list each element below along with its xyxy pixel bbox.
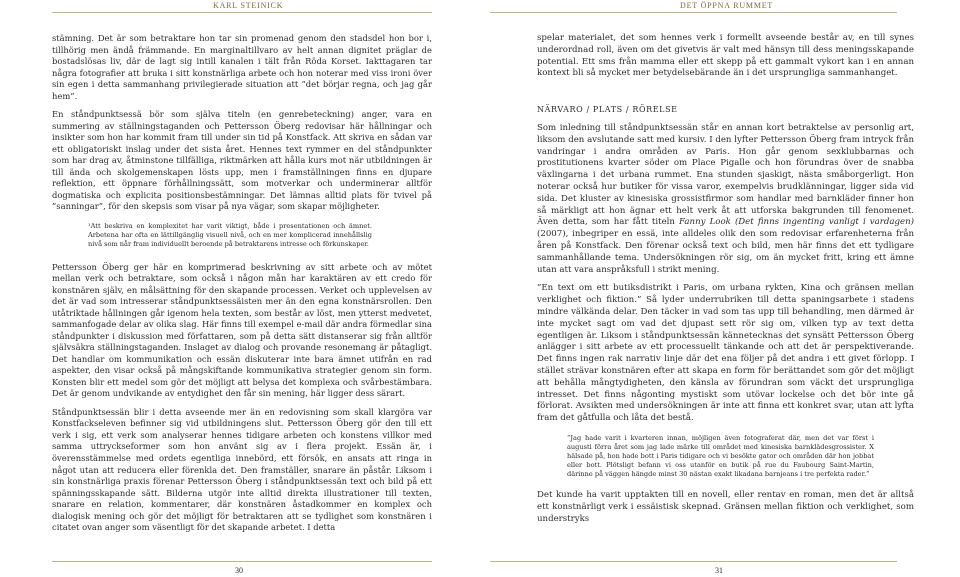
header-rule-left	[52, 12, 432, 13]
paragraph: Ståndpunktsessän blir i detta avseende mer än en redovisning som skall klargöra var Konstfackseleven befinner sig vid utbildningens slut. Pettersson Öberg gör den till ett verk i sig, ett verk som analyserar hennes tidigare arbeten och konstens villkor med samma uttryckseformer som hon använt sig av i flera projekt. Essän är, i överensstämmelse med ordets egentliga innebörd, ett försök, en ansats att ringa in något utan att reducera eller förenkla det. Den framställer, snarare än påstår. Liksom i sin konstnärliga praxis förenar Pettersson Öberg i ståndpunktsessän text och bild på ett spänningsskapande sätt. Bilderna utgör inte alltid direkta illustrationer till texten, snarare en relation, kommentarer, där konstnären åstadkommer en komplex och dialogisk mening och gör det möjligt för betraktaren att se tydlighet som konstnären i citatet ovan anger som väsentligt för det skapande arbetet. I detta	[52, 406, 432, 533]
footer-rule-right	[490, 561, 897, 562]
paragraph: stämning. Det är som betraktare hon tar sin promenad genom den stadsdel hon bor i, tillhörig men ändå främmande. En marginaltillvaro av helt annan dignitet präglar de bostadslösas liv, där de lagt sig intill kanalen i tält från Röda Korset. Iakttagaren tar några fotografier att bruka i sitt konstnärliga arbete och hon noterar med viss ironi över sin egen i detta sammanhang privilegierade situation att ”det börjar regna, och jag går hem”.	[52, 33, 432, 101]
paragraph: Pettersson Öberg ger här en komprimerad beskrivning av sitt arbete och av mötet mellan verk och betraktare, som också i någon mån har karaktären av ett credo för konstnären själv, en målsättning för den skapande processen. Verket och upplevelsen av det är vad som intresserar ståndpunktsessäisten mer än den egna konstnärsrollen. Den utåtriktade hållningen går igenom hela texten, som består av löst, men ytterst medvetet, sammanfogade delar av olika slag. Här finns till exempel e-mail där andra förmedlar sina ståndpunkter i diskussion med författaren, som på detta sätt distanserar sig från alltför självsäkra ställningstaganden. Inslaget av dialog och provande resonemang är påtagligt. Det handlar om kommunikation och essän diskuterar inte bara ämnet utifrån en rad aspekter, den visar också på mångskiftande kommunikativa strategier genom sin form. Konsten blir ett medel som gör det möjligt att belysa det komplexa och svårbestämbara. Det är genom undvikande av entydighet den får sin mening, här ligger dess särart.	[52, 261, 432, 399]
right-page	[480, 0, 960, 577]
left-text-column	[52, 33, 432, 541]
paragraph: ”En text om ett butiksdistrikt i Paris, om urbana rykten, Kina och gränsen mellan verklighet och fiktion.” Så lyder underrubriken till detta spaningsarbete i stadens mindre välkända delar. Den täcker in vad som tas upp till behandling, men därmed är inte mycket sagt om vad det djupast sett rör sig om, vilken typ av text detta egentligen är. Liksom i ståndpunktsessän kännetecknas det synsätt Pettersson Öberg anlägger i sitt arbete av ett processuellt tänkande och att det är perspektiverande. Det finns ingen rak narrativ linje där det ena följer på det andra i ett givet förlopp. I stället strävar konstnären efter att skapa en form för berättandet som gör det möjligt att behålla mångtydigheten, den känsla av förundran som väckt det ursprungliga intresset. Det finns någonting mystiskt som utövar lockelse och det bör inte gå förlorat. Avsikten med undersökningen är inte att finna ett konkret svar, utan att lyfta fram det gåtfulla och låta det bestå.	[537, 283, 914, 424]
paragraph	[537, 123, 914, 276]
header-rule-right	[490, 12, 897, 13]
paragraph: En ståndpunktsessä bör som själva titeln (en genrebeteckning) anger, vara en summering av ställningstaganden och Pettersson Öberg redovisar här hållningar och insikter som hon har kommit fram till under sin tid på Konstfack. Att skriva en sådan var ett obligatoriskt inslag under det sista året. Hennes text rymmer en del ståndpunkter som har drag av, åtminstone tillfälliga, riktmärken att hålla kurs mot när utbildningen är till ända och skolgemenskapen lösts upp, men i framställningen finns en djupare reflektion, ett öppnare förhållningssätt, som motverkar och underminerar alltför dogmatiska och explicita positionsbestämningar. Det lämnas alltid plats för tvivel på ”sanningar”, för den skepsis som visar på nya vägar, som skapar möjligheter.	[52, 109, 432, 212]
footer-rule-left	[52, 561, 432, 562]
text-run: Som inledning till ståndpunktsessän står en annan kort betraktelse av personlig art, liksom den avslutande satt med kursiv. I den lyfter Pettersson Öberg fram intryck från vandringar i andra områden av Paris. Hon går genom sexklubbarnas och prostitutionens kvarter söder om Place Pigalle och hon förundras över de snabba växlingarna i det urbana rummet. Ena stunden sjaskigt, nästa småborgerligt. Hon noterar också hur butiker för vissa varor, exempelvis brudklänningar, ligger sida vid sida. Det kluster av kinesiska grossistfirmor som handlar med barnkläder finner hon så märkligt att hon ägnar ett helt verk åt att utforska bakgrunden till fenomenet. Även detta, som har fått titeln	[537, 122, 914, 228]
footnote: ¹Att beskriva en komplexitet har varit viktigt, både i presentationen och ämnet. Arbetena har ofta en lättillgänglig visuell nivå, och en mer komplicerad innehållslig nivå som når fram individuellt beroende på betraktarens intresse och förkunskaper.	[88, 221, 372, 248]
page-number-right: 31	[715, 566, 723, 575]
text-run: (2007), inbegriper en essä, inte alldeles olik den som redovisar erfarenheterna från åren på Konstfack. Den förenar också text och bild, men här finns det ett tydligare sammanhållande tema. Undersökningen rör sig, om än mycket fritt, kring ett ämne utan att vara anspråksfull i strikt mening.	[537, 229, 914, 275]
paragraph: Det kunde ha varit upptakten till en novell, eller rentav en roman, men det är alltså ett konstnärligt verk i essäistisk skepnad. Gränsen mellan fiktion och verklighet, som understryks	[537, 489, 914, 524]
block-quote: ”Jag hade varit i kvarteren innan, möjligen även fotograferat där, men det var först i augusti förra året som jag lade märke till området med kinesiska barnklädesgrossister. X hälsade på, hon hade bott i Paris tidigare och vi besökte gator och områden där hon jobbat eller bott. Plötsligt befann vi oss utanför en butik på rue du Faubourg Saint-Martin, därinne på väggen hängde minst 30 nästan exakt likadana barnjeans i tre perfekta rader.”	[567, 433, 874, 478]
paragraph: spelar materialet, det som hennes verk i formellt avseende består av, en till synes underordnad roll, även om det givetvis är valt med hänsyn till dess meningsskapande potential. Ett sms från mamma eller ett skepp på ett gammalt vykort kan i en annan kontext bli så mycket mer betydelsebärande än i det ursprungliga sammanhanget.	[537, 33, 914, 79]
page-number-left: 30	[235, 566, 243, 575]
right-text-column	[537, 33, 914, 532]
running-head-left: KARL STEINICK	[213, 1, 284, 10]
section-heading: NÄRVARO / PLATS / RÖRELSE	[537, 105, 678, 115]
running-head-right: DET ÖPPNA RUMMET	[680, 1, 774, 10]
work-title: Fanny Look (Det finns ingenting vanligt i vardagen)	[679, 217, 914, 228]
